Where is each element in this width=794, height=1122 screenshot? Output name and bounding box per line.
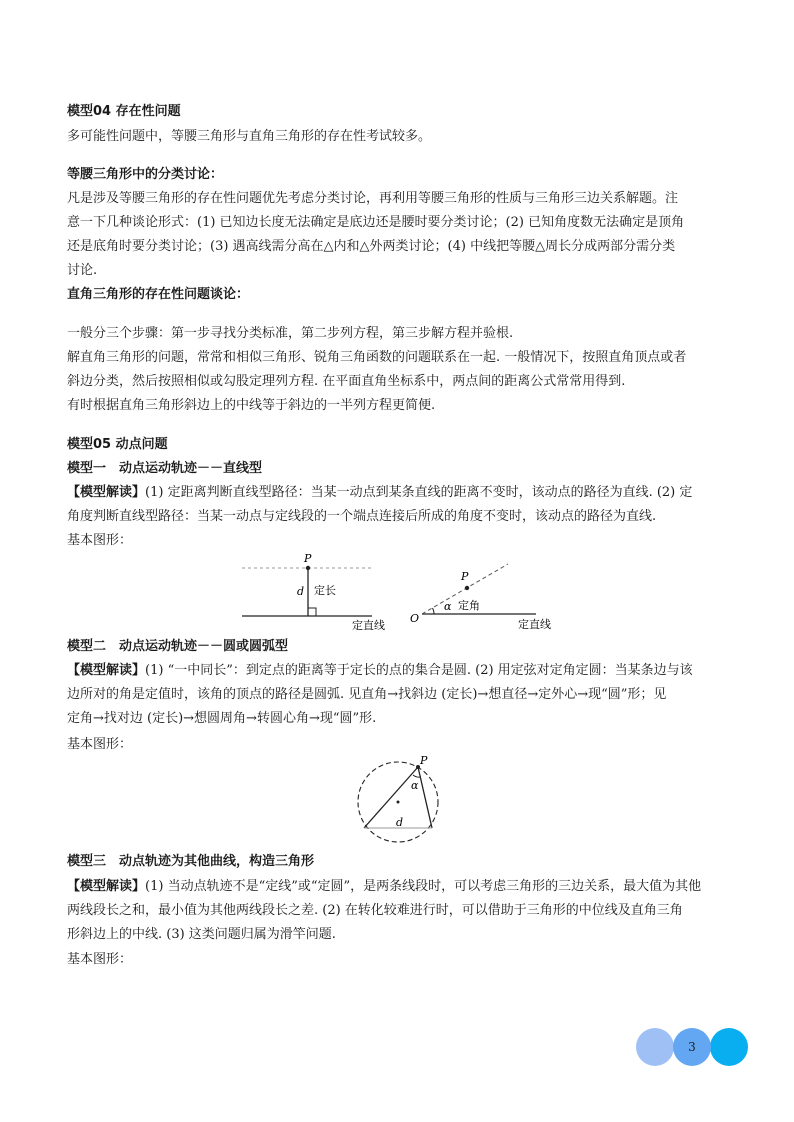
sub3-line-3: 形斜边上的中线. (3) 这类问题归属为滑竿问题. <box>67 927 336 942</box>
right-triangle-line-3: 斜边分类，然后按照相似或勾股定理列方程. 在平面直角坐标系中，两点间的距离公式常常用得到. <box>67 374 626 389</box>
isosceles-heading: 等腰三角形中的分类讨论： <box>67 167 224 182</box>
fixed-distance-figure <box>238 550 385 632</box>
fixed-angle-label: 定角 <box>458 599 480 612</box>
circle-alpha-label: α <box>411 779 419 792</box>
right-triangle-heading: 直角三角形的存在性问题谈论： <box>67 287 250 302</box>
point-o-label: O <box>410 612 420 625</box>
right-triangle-line-1: 一般分三个步骤：第一步寻找分类标准，第二步列方程，第三步解方程并验根. <box>67 326 514 341</box>
sub1-line-1 <box>67 483 692 503</box>
sub3-title: 模型三 动点轨迹为其他曲线，构造三角形 <box>67 854 315 869</box>
sub3-text-1: (1) 当动点轨迹不是“定线”或“定圆”，是两条线段时，可以考虑三角形的三边关系，最大值为其他 <box>145 879 702 894</box>
page-number: 3 <box>688 1040 696 1054</box>
distance-d-label: d <box>297 585 305 598</box>
right-triangle-line-4: 有时根据直角三角形斜边上的中线等于斜边的一半列方程更简便. <box>67 398 436 413</box>
badge-circle-left <box>636 1028 674 1066</box>
sub2-basic-label: 基本图形： <box>67 737 133 752</box>
isosceles-line-3: 还是底角时要分类讨论；(3) 遇高线需分高在△内和△外两类讨论；(4) 中线把等腰△周长分成两部分需分类 <box>67 239 676 254</box>
sub1-line-2: 角度判断直线型路径：当某一动点与定线段的一个端点连接后所成的角度不变时，该动点的路径为直线. <box>67 509 657 524</box>
right-triangle-line-2: 解直角三角形的问题，常常和相似三角形、锐角三角函数的问题联系在一起. 一般情况下，按照直角顶点或者 <box>67 350 687 365</box>
model05-title: 模型05 动点问题 <box>67 437 168 452</box>
sub2-title: 模型二 动点运动轨迹－－圆或圆弧型 <box>67 639 289 654</box>
circle-figure <box>350 752 450 844</box>
fixed-length-label: 定长 <box>314 584 336 597</box>
isosceles-line-2: 意一下几种谈论形式：(1) 已知边长度无法确定是底边还是腰时要分类讨论；(2) 已知角度数无法确定是顶角 <box>67 215 685 230</box>
sub1-title: 模型一 动点运动轨迹－－直线型 <box>67 461 263 476</box>
fixed-line-label-1: 定直线 <box>352 619 385 632</box>
alpha-label: α <box>444 600 452 613</box>
sub1-basic-label: 基本图形： <box>67 533 133 548</box>
sub1-tag: 【模型解读】 <box>67 485 146 500</box>
sub1-text-1: (1) 定距离判断直线型路径：当某一动点到某条直线的距离不变时，该动点的路径为直线. (2) 定 <box>145 485 693 500</box>
sub3-line-2: 两线段长之和，最小值为其他两线段长之差. (2) 在转化较难进行时，可以借助于三角形的中位线及直角三角 <box>67 903 683 918</box>
model04-intro: 多可能性问题中，等腰三角形与直角三角形的存在性考试较多。 <box>67 129 432 144</box>
sub2-line-1 <box>67 661 693 681</box>
sub2-text-1: (1) “一中同长”：到定点的距离等于定长的点的集合是圆. (2) 用定弦对定角定圆：当某条边与该 <box>145 663 693 678</box>
sub2-line-3: 定角→找对边 (定长)→想圆周角→转圆心角→现“圆”形. <box>67 711 377 726</box>
point-p-label: P <box>304 552 312 565</box>
sub2-tag: 【模型解读】 <box>67 663 146 678</box>
sub3-tag: 【模型解读】 <box>67 879 146 894</box>
point-p-label-2: P <box>461 570 469 583</box>
sub3-line-1 <box>67 877 701 897</box>
sub2-line-2: 边所对的角是定值时，该角的顶点的路径是圆弧. 见直角→找斜边 (定长)→想直径→定外心→现“圆”形；见 <box>67 687 667 702</box>
page-number-badge <box>636 1028 752 1068</box>
fixed-angle-figure <box>404 558 564 634</box>
isosceles-line-4: 讨论. <box>67 263 98 278</box>
model04-title: 模型04 存在性问题 <box>67 104 181 119</box>
sub3-basic-label: 基本图形： <box>67 952 133 967</box>
fixed-line-label-2: 定直线 <box>518 618 551 631</box>
circle-point-p-label: P <box>420 754 428 767</box>
isosceles-line-1: 凡是涉及等腰三角形的存在性问题优先考虑分类讨论，再利用等腰三角形的性质与三角形三边关系解题。注 <box>67 191 679 206</box>
circle-d-label: d <box>396 816 404 829</box>
badge-circle-right <box>710 1028 748 1066</box>
